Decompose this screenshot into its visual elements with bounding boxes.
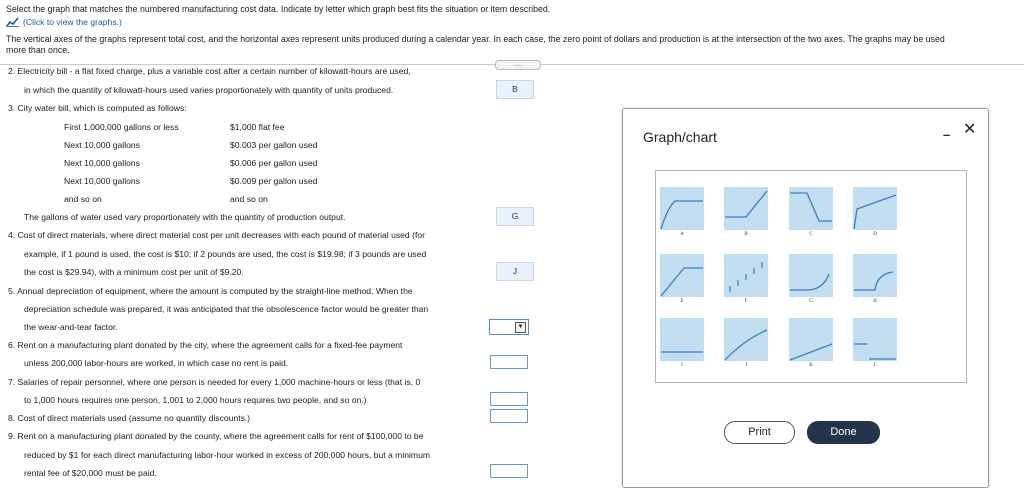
graph-c	[789, 187, 833, 230]
graph-k	[789, 318, 833, 361]
water-cost-4: $0.009 per gallon used	[230, 176, 318, 186]
water-cost-5: and so on	[230, 194, 268, 204]
graph-label-e: E	[680, 299, 684, 304]
item-7-line1: 7. Salaries of repair personnel, where one person is needed for every 1,000 machine-hours or less (that is, 0	[8, 377, 421, 387]
graph-label-d: D	[873, 232, 877, 237]
item-2-answer[interactable]: B	[496, 80, 534, 99]
item-3-answer[interactable]: G	[496, 207, 534, 226]
graph-label-b: B	[744, 232, 748, 237]
graph-label-f: F	[744, 299, 748, 304]
item-2-line1: 2. Electricity bill - a flat fixed charge, plus a variable cost after a certain number of kilowatt-hours are used,	[8, 66, 411, 76]
graph-label-l: L	[873, 363, 877, 368]
item-9-line3: rental fee of $20,000 must be paid.	[24, 468, 157, 478]
item-9-answer[interactable]	[490, 464, 528, 478]
item-5-line3: the wear-and-tear factor.	[24, 322, 118, 332]
graph-d	[853, 187, 897, 230]
done-button[interactable]: Done	[807, 421, 880, 444]
water-tier-5: and so on	[64, 194, 102, 204]
graph-link-label[interactable]: (Click to view the graphs.)	[23, 17, 122, 27]
water-cost-1: $1,000 flat fee	[230, 122, 285, 132]
graph-b	[724, 187, 768, 230]
water-tier-1: First 1,000,000 gallons or less	[64, 122, 179, 132]
minimize-icon[interactable]: –	[943, 127, 951, 142]
water-cost-3: $0.006 per gallon used	[230, 158, 318, 168]
item-7-line2: to 1,000 hours requires one person, 1,001 to 2,000 hours requires two people, and so on.)	[24, 395, 367, 405]
graph-a	[660, 187, 704, 230]
dialog-title: Graph/chart	[643, 129, 717, 145]
item-3-title: 3. City water bill, which is computed as follows:	[8, 103, 187, 113]
resize-handle[interactable]: .....	[495, 60, 541, 70]
item-9-line2: reduced by $1 for each direct manufacturing labor-hour worked in excess of 200,000 hours, but a minimum	[24, 450, 431, 460]
graph-h	[853, 254, 897, 297]
item-2-line2: in which the quantity of kilowatt-hours used varies proportionately with quantity of units produced.	[24, 85, 394, 95]
graph-label-c: C	[809, 232, 813, 237]
close-icon[interactable]: ✕	[963, 121, 977, 138]
water-tier-3: Next 10,000 gallons	[64, 158, 140, 168]
description-text-cont: more than once.	[6, 45, 70, 55]
water-tier-4: Next 10,000 gallons	[64, 176, 140, 186]
item-9-line1: 9. Rent on a manufacturing plant donated by the county, where the agreement calls for rent of $100,000 to be	[8, 431, 424, 441]
graph-label-a: A	[680, 232, 684, 237]
graph-label-k: K	[809, 363, 813, 368]
graph-i	[660, 318, 704, 361]
water-cost-2: $0.003 per gallon used	[230, 140, 318, 150]
water-tier-2: Next 10,000 gallons	[64, 140, 140, 150]
item-3-footer: The gallons of water used vary proportionately with the quantity of production output.	[24, 212, 346, 222]
graph-l	[853, 318, 897, 361]
graph-label-i: I	[681, 363, 683, 368]
item-4-line3: the cost is $29.94), with a minimum cost per unit of $9.20.	[24, 267, 244, 277]
chevron-down-icon[interactable]: ▼	[515, 322, 526, 333]
item-5-line2: depreciation schedule was prepared, it was anticipated that the obsolescence factor would be greater than	[24, 304, 429, 314]
graph-label-h: H	[873, 299, 877, 304]
graph-label-j: J	[745, 363, 747, 368]
item-6-answer[interactable]	[490, 355, 528, 369]
item-8-line1: 8. Cost of direct materials used (assume no quantity discounts.)	[8, 413, 251, 423]
item-4-answer[interactable]: J	[496, 262, 534, 281]
item-6-line2: unless 200,000 labor-hours are worked, in which case no rent is paid.	[24, 358, 289, 368]
graph-e	[660, 254, 704, 297]
item-8-answer[interactable]	[490, 409, 528, 423]
graph-label-g: G	[809, 299, 813, 304]
graph-j	[724, 318, 768, 361]
graph-dialog	[622, 108, 989, 488]
description-text: The vertical axes of the graphs represent total cost, and the horizontal axes represent units produced during a calendar year. In each case, the zero point of dollars and production is at the intersection of the two axes. The graphs may be used	[6, 34, 945, 44]
graphs-grid	[655, 170, 967, 383]
item-6-line1: 6. Rent on a manufacturing plant donated by the city, where the agreement calls for a fixed-fee payment	[8, 340, 403, 350]
print-button[interactable]: Print	[724, 421, 795, 444]
graph-g	[789, 254, 833, 297]
item-5-answer-select[interactable]	[489, 319, 529, 335]
item-7-answer[interactable]	[490, 392, 528, 406]
graph-f	[724, 254, 768, 297]
instruction-text: Select the graph that matches the numbered manufacturing cost data. Indicate by letter which graph best fits the situation or item described.	[6, 4, 551, 14]
chart-icon	[6, 17, 20, 27]
item-5-line1: 5. Annual depreciation of equipment, where the amount is computed by the straight-line method. When the	[8, 286, 413, 296]
item-4-line1: 4. Cost of direct materials, where direct material cost per unit decreases with each pound of material used (for	[8, 230, 425, 240]
item-4-line2: example, if 1 pound is used, the cost is $10; if 2 pounds are used, the cost is $19.98; if 3 pounds are used	[24, 249, 427, 259]
